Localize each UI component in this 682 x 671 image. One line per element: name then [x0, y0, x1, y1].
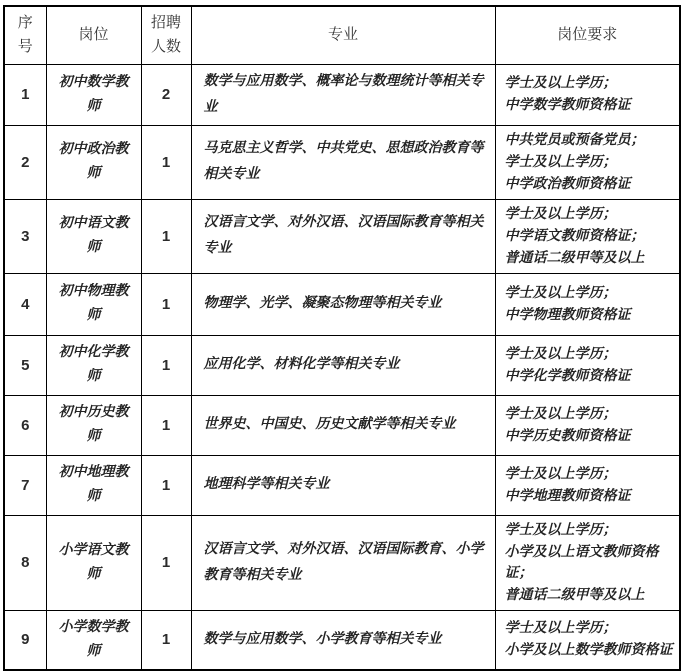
cell-requirements: [495, 273, 680, 335]
cell-major: 应用化学、材料化学等相关专业: [191, 335, 495, 395]
requirement-line: 小学及以上数学教师资格证: [504, 643, 673, 659]
column-header-post: 岗位: [46, 6, 141, 64]
requirement-line: 中学物理教师资格证: [504, 307, 631, 323]
cell-index: 2: [4, 125, 46, 199]
cell-headcount: 1: [141, 455, 191, 515]
requirement-line: 普通话二级甲等及以上: [504, 250, 645, 266]
recruitment-table: [3, 5, 681, 671]
cell-requirements: [495, 395, 680, 455]
cell-major: 马克思主义哲学、中共党史、思想政治教育等相关专业: [191, 125, 495, 199]
requirement-line: 学士及以上学历；: [504, 285, 617, 301]
column-header-headcount: 招聘人数: [141, 6, 191, 64]
cell-major: 汉语言文学、对外汉语、汉语国际教育、小学教育等相关专业: [191, 515, 495, 610]
cell-post: 初中数学教师: [46, 64, 141, 125]
cell-headcount: 1: [141, 125, 191, 199]
requirement-line: 学士及以上学历；: [504, 76, 617, 91]
table-row: [4, 395, 680, 455]
cell-requirements: [495, 610, 680, 670]
cell-index: 6: [4, 395, 46, 455]
requirement-line: 中学政治教师资格证: [504, 176, 631, 192]
header-row: [4, 6, 680, 64]
table-row: [4, 125, 680, 199]
cell-headcount: 2: [141, 64, 191, 125]
cell-index: 4: [4, 273, 46, 335]
cell-requirements: [495, 199, 680, 273]
cell-headcount: 1: [141, 395, 191, 455]
cell-major: 数学与应用数学、概率论与数理统计等相关专业: [191, 64, 495, 125]
cell-headcount: 1: [141, 199, 191, 273]
requirement-line: 学士及以上学历；: [504, 346, 617, 362]
cell-post: 初中地理教师: [46, 455, 141, 515]
cell-headcount: 1: [141, 610, 191, 670]
cell-post: 初中语文教师: [46, 199, 141, 273]
column-header-index: 序号: [4, 6, 46, 64]
cell-major: 地理科学等相关专业: [191, 455, 495, 515]
cell-headcount: 1: [141, 335, 191, 395]
cell-index: 9: [4, 610, 46, 670]
column-header-requirements: 岗位要求: [495, 6, 680, 64]
table-body: [4, 64, 680, 670]
cell-requirements: [495, 125, 680, 199]
requirement-line: 中学地理教师资格证: [504, 488, 631, 504]
cell-index: 5: [4, 335, 46, 395]
table-row: [4, 610, 680, 670]
cell-major: 汉语言文学、对外汉语、汉语国际教育等相关专业: [191, 199, 495, 273]
cell-index: 1: [4, 64, 46, 125]
requirement-line: 中共党员或预备党员；: [504, 132, 645, 148]
table-row: [4, 64, 680, 125]
table-row: [4, 455, 680, 515]
cell-requirements: [495, 515, 680, 610]
cell-post: 初中政治教师: [46, 125, 141, 199]
requirement-line: 学士及以上学历；: [504, 406, 617, 422]
cell-post: 初中物理教师: [46, 273, 141, 335]
table-row: [4, 335, 680, 395]
table-header: [4, 6, 680, 64]
requirement-line: 中学化学教师资格证: [504, 368, 631, 384]
cell-post: 初中历史教师: [46, 395, 141, 455]
cell-post: 初中化学教师: [46, 335, 141, 395]
cell-headcount: 1: [141, 515, 191, 610]
cell-index: 3: [4, 199, 46, 273]
requirement-line: 学士及以上学历；: [504, 522, 617, 538]
cell-index: 8: [4, 515, 46, 610]
requirement-line: 学士及以上学历；: [504, 206, 617, 222]
requirement-line: 学士及以上学历；: [504, 621, 617, 637]
requirement-line: 中学语文教师资格证；: [504, 228, 645, 244]
requirement-line: 中学历史教师资格证: [504, 428, 631, 444]
table-row: [4, 273, 680, 335]
requirement-line: 普通话二级甲等及以上: [504, 587, 645, 603]
cell-major: 物理学、光学、凝聚态物理等相关专业: [191, 273, 495, 335]
cell-requirements: [495, 64, 680, 125]
cell-requirements: [495, 335, 680, 395]
cell-major: 世界史、中国史、历史文献学等相关专业: [191, 395, 495, 455]
cell-post: 小学数学教师: [46, 610, 141, 670]
table-row: [4, 515, 680, 610]
table-row: [4, 199, 680, 273]
column-header-major: 专业: [191, 6, 495, 64]
requirement-line: 小学及以上语文教师资格证；: [504, 544, 659, 581]
requirement-line: 学士及以上学历；: [504, 154, 617, 170]
cell-headcount: 1: [141, 273, 191, 335]
cell-requirements: [495, 455, 680, 515]
requirement-line: 中学数学教师资格证: [504, 98, 631, 113]
cell-major: 数学与应用数学、小学教育等相关专业: [191, 610, 495, 670]
cell-index: 7: [4, 455, 46, 515]
requirement-line: 学士及以上学历；: [504, 466, 617, 482]
cell-post: 小学语文教师: [46, 515, 141, 610]
